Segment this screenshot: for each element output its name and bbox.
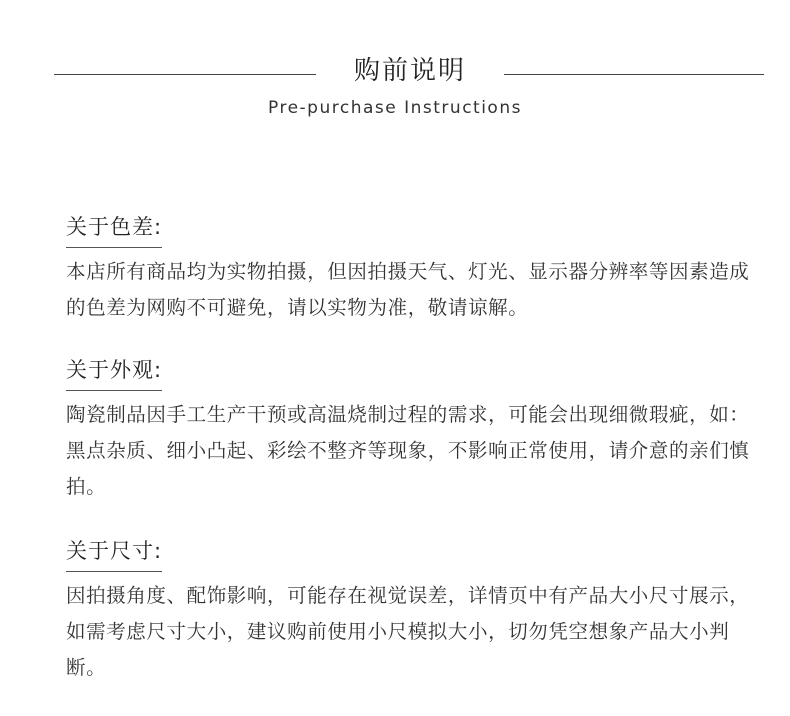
section-title: 关于尺寸: bbox=[66, 535, 162, 572]
section-body: 本店所有商品均为实物拍摄，但因拍摄天气、灯光、显示器分辨率等因素造成的色差为网购不可避免，请以实物为准，敬请谅解。 bbox=[66, 260, 750, 319]
header-rule-left bbox=[54, 74, 316, 75]
section-color-difference bbox=[66, 211, 766, 326]
header-rule-right bbox=[504, 74, 764, 75]
section-body: 陶瓷制品因手工生产干预或高温烧制过程的需求，可能会出现细微瑕疵，如：黑点杂质、细小凸起、彩绘不整齐等现象，不影响正常使用，请介意的亲们慎拍。 bbox=[66, 403, 750, 498]
page-title: 购前说明 bbox=[353, 56, 466, 86]
section-title: 关于外观: bbox=[66, 354, 162, 391]
section-body: 因拍摄角度、配饰影响，可能存在视觉误差，详情页中有产品大小尺寸展示，如需考虑尺寸大小，建议购前使用小尺模拟大小，切勿凭空想象产品大小判断。 bbox=[66, 584, 750, 679]
section-title: 关于色差: bbox=[66, 211, 162, 248]
page-header bbox=[0, 0, 790, 130]
section-size bbox=[66, 535, 766, 686]
page-subtitle: Pre-purchase Instructions bbox=[268, 98, 522, 118]
section-appearance bbox=[66, 354, 766, 505]
